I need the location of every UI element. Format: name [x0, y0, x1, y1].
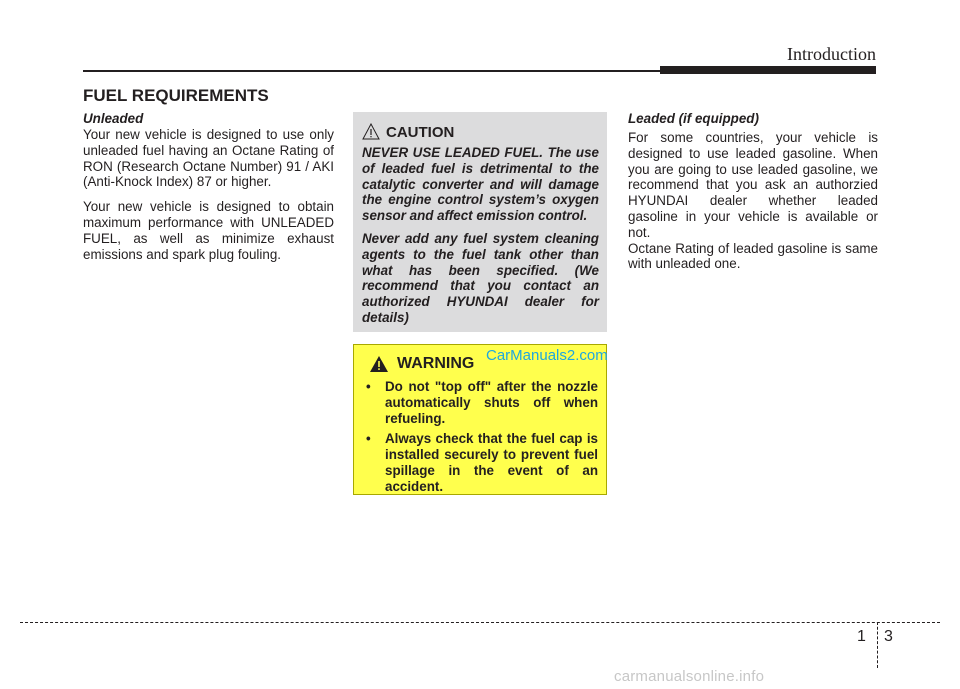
- bullet-icon: •: [366, 431, 371, 447]
- caution-paragraph: NEVER USE LEADED FUEL. The use of leaded fuel is detrimental to the catalytic converter and will damage the engine control system’s oxygen sensor and affect emission control.: [362, 145, 599, 224]
- header-rule-accent: [660, 66, 876, 74]
- leaded-paragraph: Octane Rating of leaded gasoline is same with unleaded one.: [628, 240, 878, 272]
- page-heading: FUEL REQUIREMENTS: [83, 86, 269, 105]
- section-title: Introduction: [787, 44, 876, 64]
- chapter-number: 1: [857, 628, 866, 645]
- warning-triangle-icon: [369, 355, 389, 373]
- page-number: 3: [884, 628, 893, 645]
- warning-item-text: Always check that the fuel cap is installed securely to prevent fuel spillage in the event of an accident.: [385, 431, 598, 494]
- warning-title: WARNING: [397, 355, 475, 372]
- watermark-carmanuals2: CarManuals2.com: [486, 347, 608, 364]
- unleaded-section: [83, 110, 334, 271]
- caution-header: [362, 122, 599, 142]
- watermark-carmanualsonline: carmanualsonline.info: [614, 668, 765, 685]
- header-rule: [83, 70, 660, 72]
- list-item: [363, 431, 598, 494]
- caution-paragraph: Never add any fuel system cleaning agents to the fuel tank other than what has been specified. (We recommend that you contact an authorized HYUNDAI dealer for details): [362, 230, 599, 325]
- footer-divider: [20, 622, 940, 623]
- bullet-icon: •: [366, 379, 371, 394]
- unleaded-paragraph: Your new vehicle is designed to obtain maximum performance with UNLEADED FUEL, as well as minimize exhaust emissions and spark plug fouling.: [83, 199, 334, 262]
- unleaded-heading: Unleaded: [83, 111, 144, 126]
- caution-title: CAUTION: [386, 123, 455, 141]
- caution-triangle-icon: [362, 123, 380, 141]
- unleaded-paragraph: Your new vehicle is designed to use only unleaded fuel having an Octane Rating of RON (Research Octane Number) 91 / AKI (Anti-Knock Index) 87 or higher.: [83, 127, 334, 190]
- warning-box: [353, 344, 607, 495]
- warning-list: [363, 379, 598, 495]
- caution-box: [353, 112, 607, 332]
- leaded-heading: Leaded (if equipped): [628, 111, 759, 126]
- leaded-section: [628, 110, 878, 272]
- leaded-paragraph: For some countries, your vehicle is designed to use leaded gasoline. When you are going to use leaded gasoline, we recommend that you ask an authorzied HYUNDAI dealer whether leaded gasoline in your vehicle is available or not.: [628, 130, 878, 240]
- list-item: [363, 379, 598, 426]
- warning-item-text: Do not "top off" after the nozzle automatically shuts off when refueling.: [385, 379, 598, 426]
- page-number-divider: [877, 622, 878, 668]
